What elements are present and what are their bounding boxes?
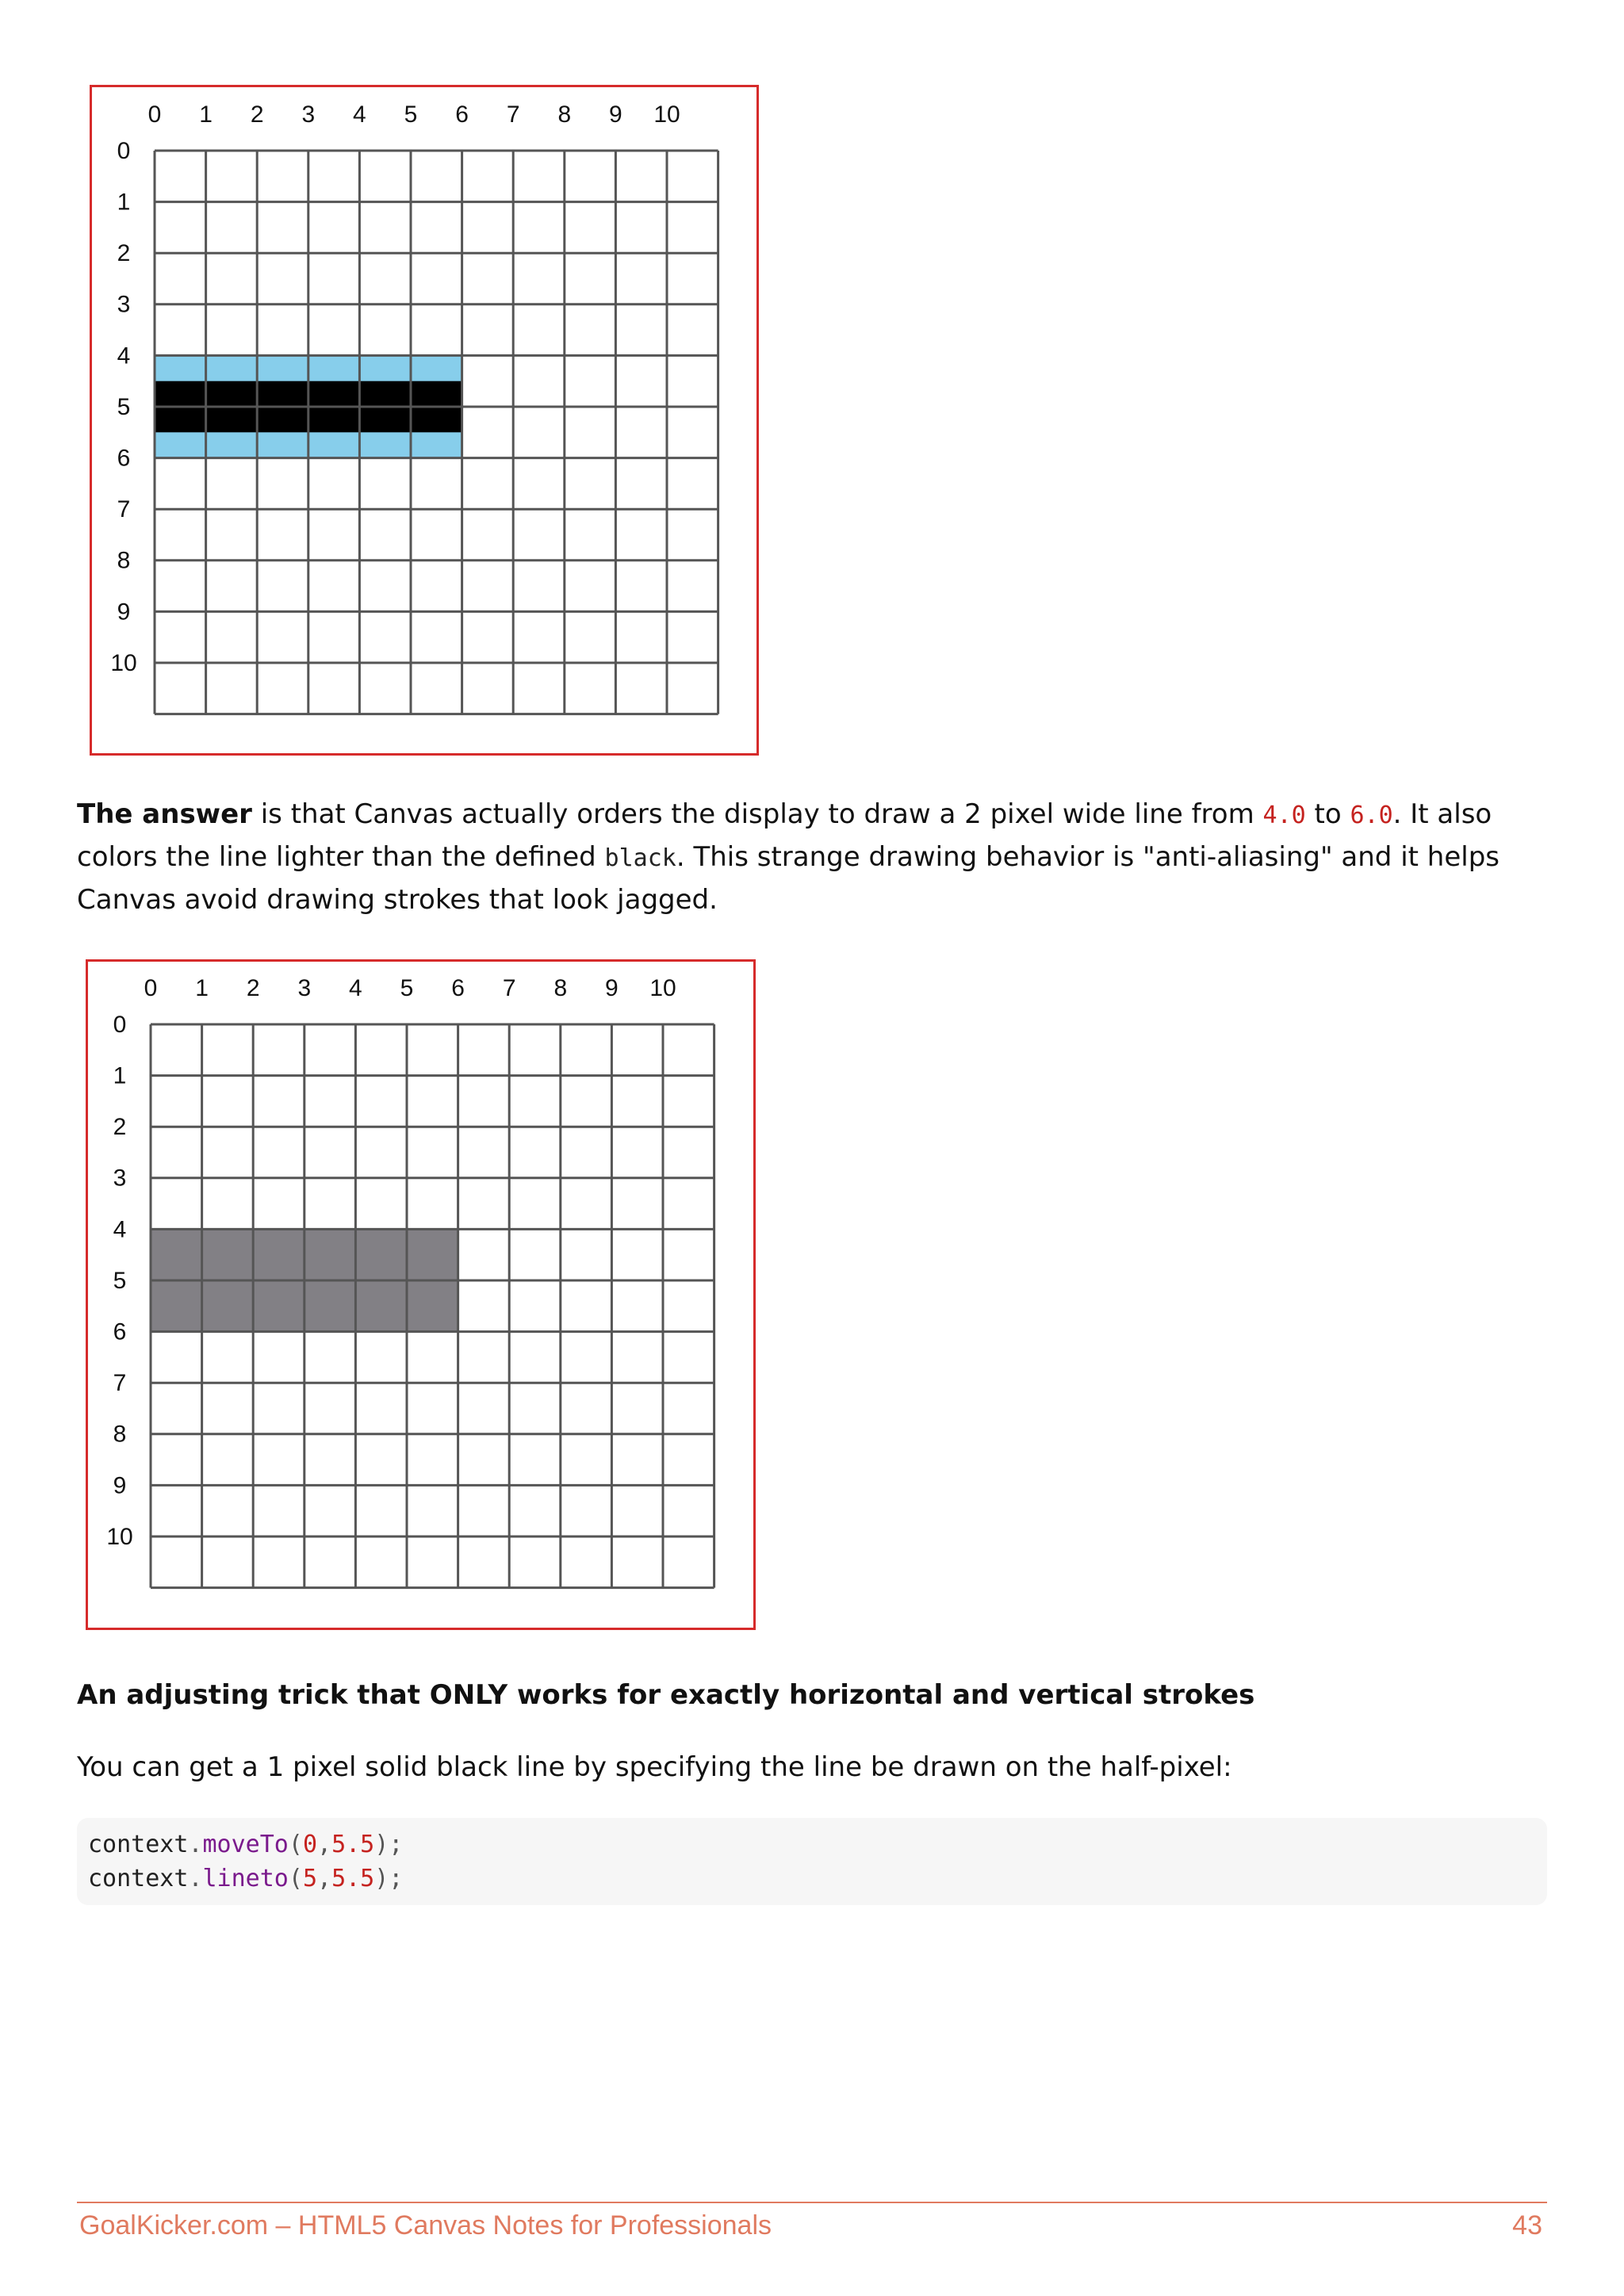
column-label: 8 <box>553 975 568 1001</box>
code-token: ); <box>374 1831 404 1858</box>
code-token: ); <box>374 1865 404 1892</box>
column-label: 0 <box>144 975 158 1001</box>
section-heading: An adjusting trick that ONLY works for exactly horizontal and vertical strokes <box>77 1679 1255 1711</box>
column-label: 6 <box>455 101 469 128</box>
code-6-0: 6.0 <box>1350 802 1393 829</box>
grid-diagram-2 <box>88 962 758 1632</box>
column-label: 2 <box>250 101 264 128</box>
column-label: 3 <box>301 101 316 128</box>
column-label: 9 <box>609 101 622 128</box>
row-label: 8 <box>117 547 131 574</box>
row-label: 6 <box>117 445 131 472</box>
column-label: 7 <box>502 975 516 1001</box>
column-label: 4 <box>349 975 362 1001</box>
code-black: black <box>604 844 676 872</box>
row-label: 3 <box>117 291 131 318</box>
code-token: , <box>317 1865 332 1892</box>
code-token: 0 <box>302 1831 317 1858</box>
code-token: context <box>88 1831 189 1858</box>
row-label: 4 <box>113 1216 127 1243</box>
row-label: 8 <box>113 1421 127 1448</box>
code-token: 5.5 <box>331 1865 375 1892</box>
code-token: , <box>317 1831 332 1858</box>
answer-text-1: is that Canvas actually orders the display to draw a 2 pixel wide line from <box>251 798 1263 830</box>
grid-diagram-1 <box>92 87 761 758</box>
code-token: . <box>188 1831 203 1858</box>
code-block <box>77 1818 1547 1905</box>
code-token: 5.5 <box>331 1831 375 1858</box>
column-label: 1 <box>199 101 213 128</box>
column-label: 7 <box>506 101 520 128</box>
row-label: 10 <box>106 1523 133 1550</box>
code-token: moveTo <box>202 1831 289 1858</box>
footer-site-link[interactable]: GoalKicker.com – HTML5 Canvas Notes for Professionals <box>79 2210 772 2241</box>
column-label: 10 <box>653 101 680 128</box>
paragraph-halfpixel: You can get a 1 pixel solid black line by specifying the line be drawn on the half-pixel: <box>77 1751 1232 1783</box>
row-label: 1 <box>117 189 131 216</box>
row-label: 4 <box>117 342 131 369</box>
row-label: 9 <box>117 599 131 626</box>
code-token: ( <box>288 1865 303 1892</box>
figure-antialias-grid-2 <box>86 959 756 1630</box>
code-line-2 <box>88 1862 1536 1896</box>
code-token: ( <box>288 1831 303 1858</box>
code-4-0: 4.0 <box>1262 802 1306 829</box>
column-label: 0 <box>147 101 162 128</box>
code-line-1 <box>88 1827 1536 1862</box>
row-label: 6 <box>113 1318 127 1345</box>
answer-text-4: . This strange drawing behavior is "anti-aliasing" and it helps Canvas avoid drawing strokes that look jagged. <box>77 841 1500 916</box>
row-label: 3 <box>113 1165 127 1192</box>
column-label: 5 <box>404 101 418 128</box>
row-label: 0 <box>113 1011 127 1038</box>
column-label: 2 <box>246 975 260 1001</box>
row-label: 7 <box>113 1370 127 1397</box>
row-label: 5 <box>117 393 131 420</box>
row-label: 2 <box>117 240 131 267</box>
footer-divider <box>77 2202 1547 2203</box>
code-token: lineto <box>202 1865 289 1892</box>
column-label: 3 <box>297 975 312 1001</box>
row-label: 0 <box>117 137 131 164</box>
column-label: 4 <box>353 101 366 128</box>
row-label: 5 <box>113 1267 127 1294</box>
row-label: 9 <box>113 1472 127 1499</box>
column-label: 6 <box>451 975 465 1001</box>
answer-lead: The answer <box>77 798 252 830</box>
column-label: 9 <box>605 975 619 1001</box>
row-label: 7 <box>117 496 131 523</box>
code-token: . <box>188 1865 203 1892</box>
row-label: 1 <box>113 1062 127 1089</box>
column-label: 10 <box>649 975 676 1001</box>
answer-text-3: . It also colors the line lighter than the defined <box>77 798 1492 873</box>
column-label: 1 <box>195 975 209 1001</box>
code-token: context <box>88 1865 189 1892</box>
column-label: 8 <box>557 101 572 128</box>
figure-antialias-grid-1 <box>90 85 759 756</box>
row-label: 2 <box>113 1114 127 1141</box>
answer-text-2: to <box>1305 798 1350 830</box>
code-token: 5 <box>302 1865 317 1892</box>
column-label: 5 <box>400 975 414 1001</box>
page-number: 43 <box>1512 2210 1542 2241</box>
row-label: 10 <box>110 649 137 676</box>
paragraph-answer <box>77 794 1552 920</box>
